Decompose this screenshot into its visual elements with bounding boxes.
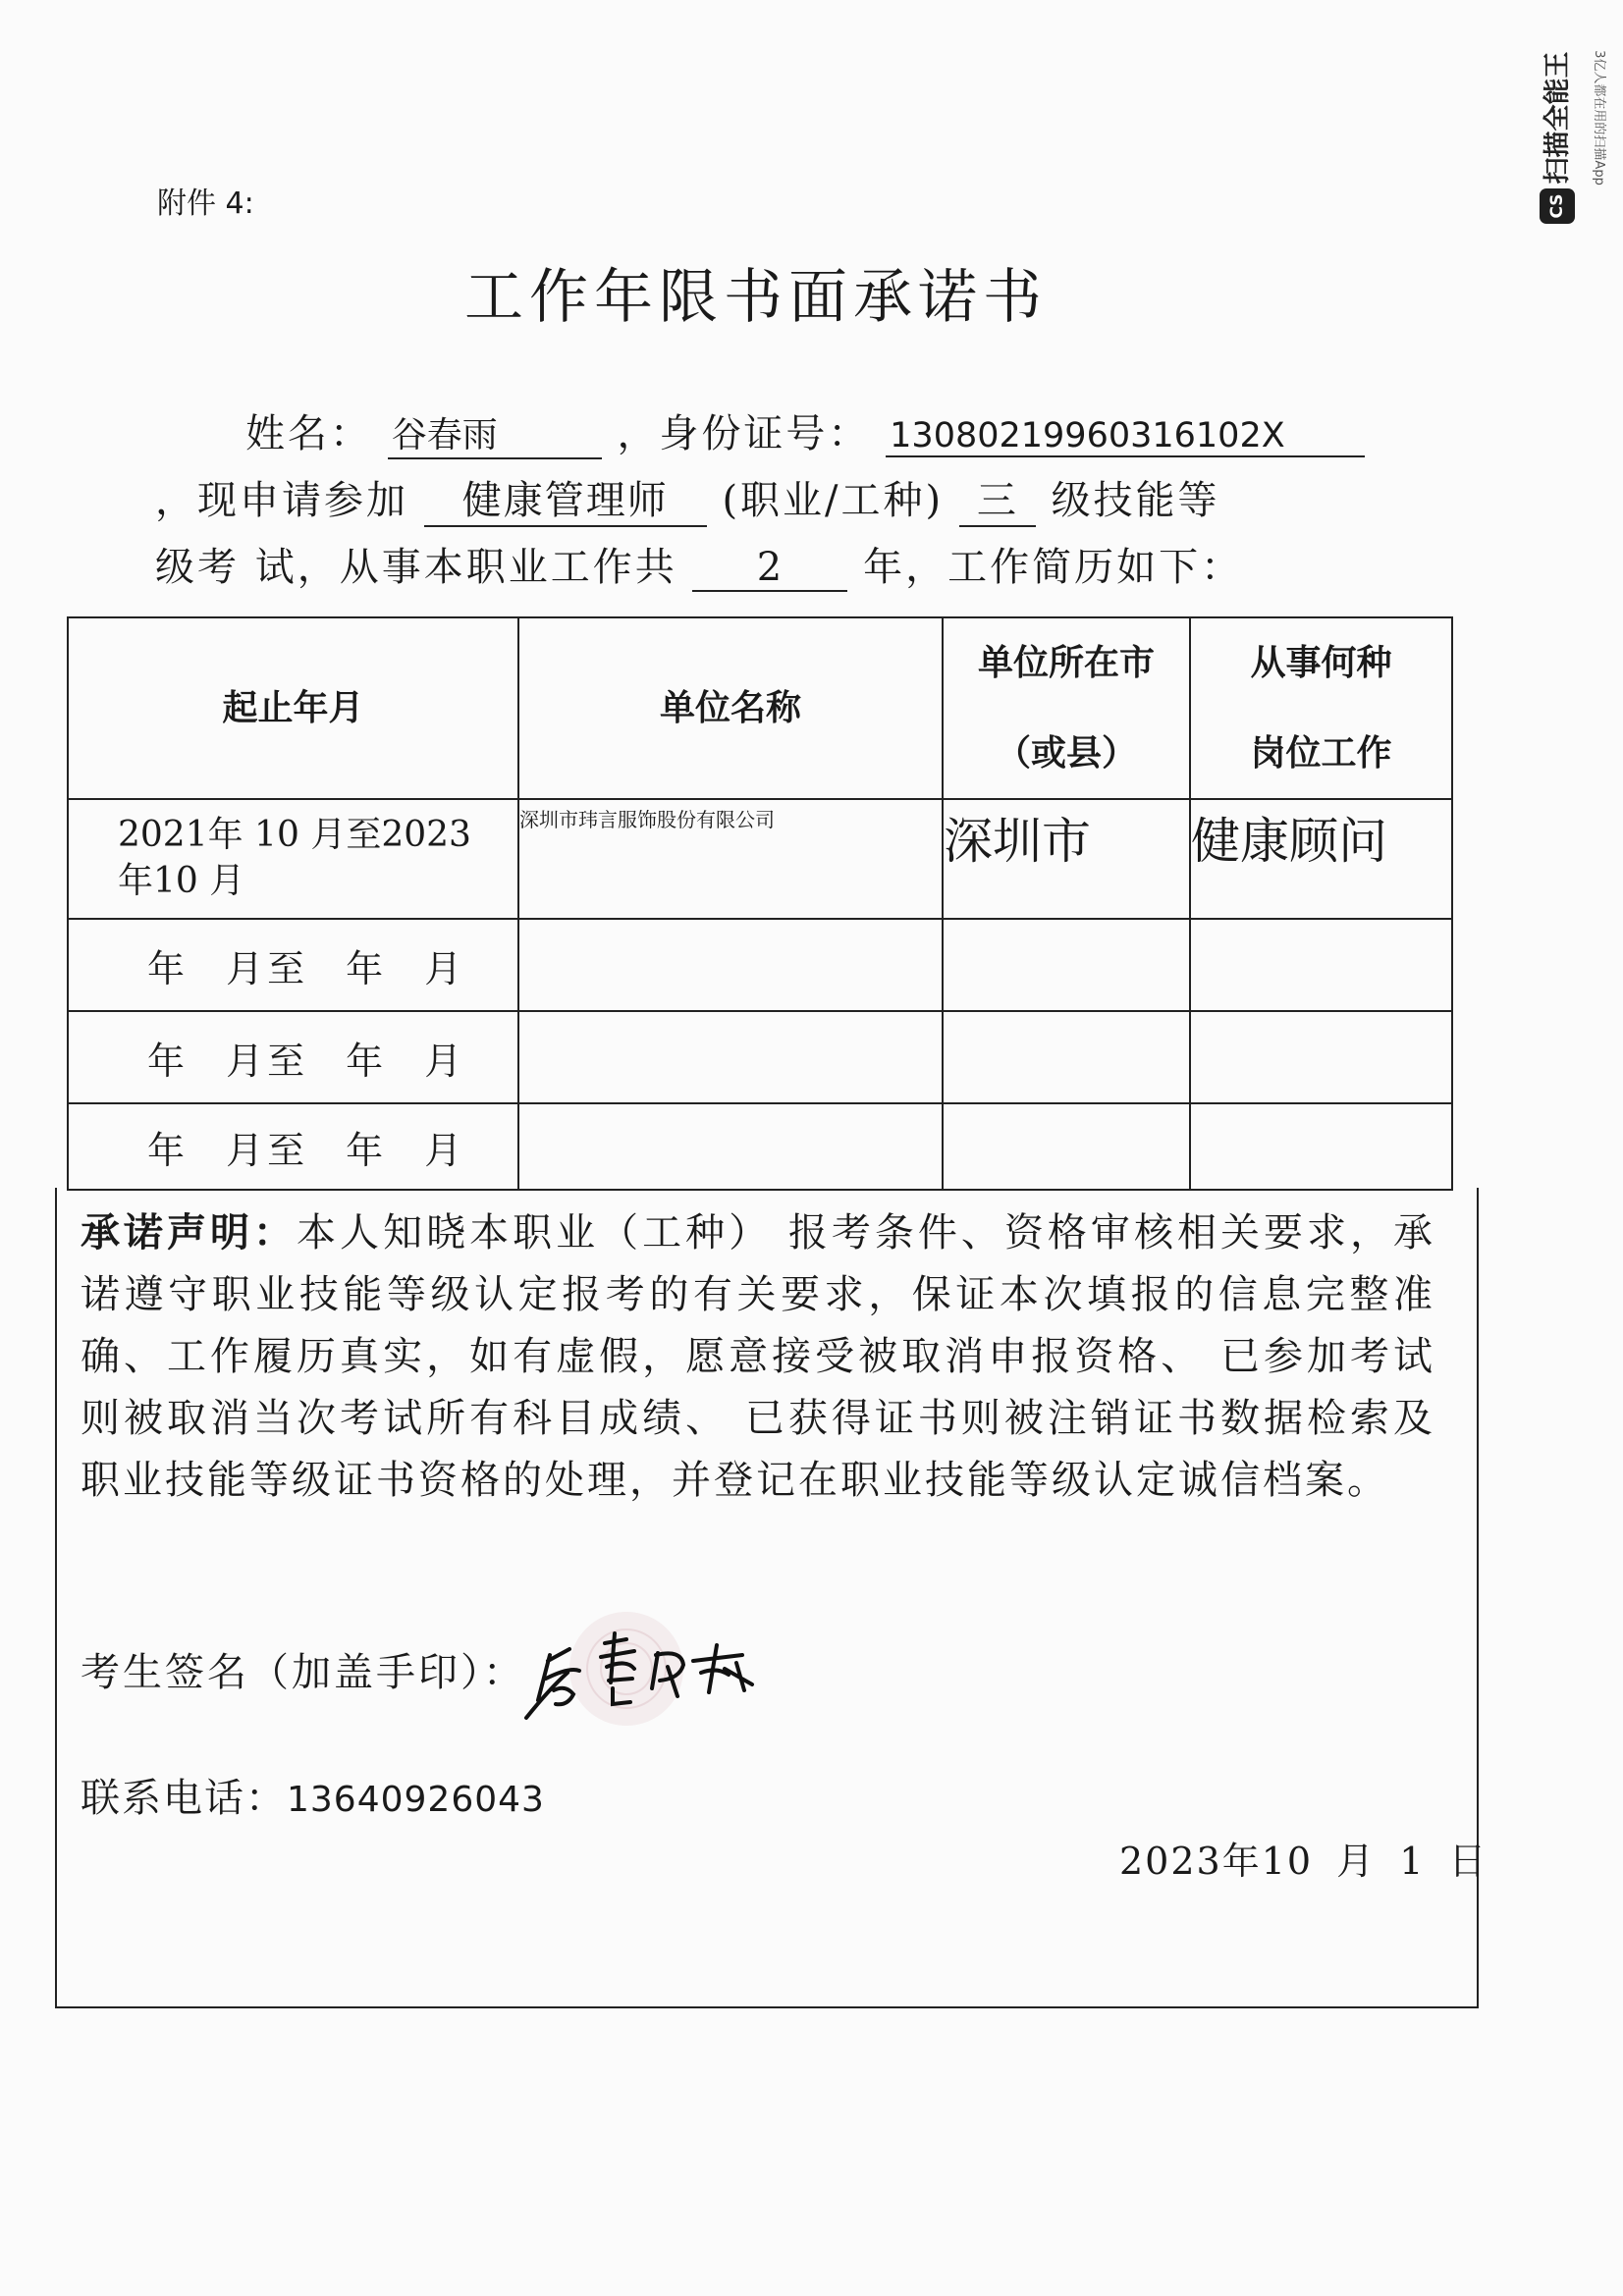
- declaration-body: 本人知晓本职业（工种） 报考条件、资格审核相关要求，承诺遵守职业技能等级认定报考的有关要求，保证本次填报的信息完整准确、工作履历真实，如有虚假，愿意接受被取消申报资格、 已参加考试则被取消当次考试所有科目成绩、 已获得证书则被注销证书数据检索及职业技能等级证书资格的处理，并登记在职业技能等级认定诚信档案。: [81, 1210, 1435, 1503]
- empty-period-cell: 年 月至 年 月: [68, 1011, 518, 1103]
- level-suffix: 级技能等: [1051, 478, 1220, 523]
- watermark-logo-icon: CS: [1540, 188, 1575, 224]
- signature-label: 考生签名（加盖手印）：: [81, 1650, 525, 1695]
- name-value: 谷春雨: [388, 407, 602, 459]
- declaration-heading: 承诺声明：: [81, 1210, 298, 1255]
- attachment-label: 附件 4:: [157, 187, 254, 221]
- city-cell: 深圳市: [943, 799, 1190, 919]
- header-city: [943, 617, 1190, 799]
- company-cell: 深圳市玮言服饰股份有限公司: [518, 799, 943, 919]
- table-header-row: [68, 617, 1452, 799]
- years-value: 2: [692, 545, 847, 592]
- signature-image: [511, 1610, 766, 1767]
- empty-period-cell: 年 月至 年 月: [68, 1103, 518, 1190]
- period-line1: 2021年 10 月至2023: [118, 815, 471, 856]
- empty-company-cell: [518, 919, 943, 1011]
- id-number-value: 13080219960316102X: [886, 416, 1365, 457]
- header-city-line1: 单位所在市: [977, 643, 1155, 684]
- line3-prefix: 级考 试，从事本职业工作共: [155, 545, 677, 590]
- header-position-line2: 岗位工作: [1250, 732, 1392, 774]
- work-history-table: [67, 616, 1453, 1191]
- page-title: 工作年限书面承诺书: [464, 263, 1048, 332]
- header-city-line2: （或县）: [995, 732, 1137, 774]
- phone-value: 13640926043: [287, 1780, 545, 1820]
- phone-label: 联系电话：: [81, 1776, 287, 1821]
- empty-position-cell: [1190, 1103, 1452, 1190]
- apply-prefix: ，现申请参加: [155, 478, 408, 523]
- occupation-value: 健康管理师: [424, 469, 707, 527]
- empty-company-cell: [518, 1103, 943, 1190]
- applicant-line-2: [155, 469, 1220, 527]
- watermark-slogan: 3亿人都在用的扫描App: [1592, 50, 1606, 186]
- id-label: ，身份证号：: [617, 411, 871, 456]
- header-period: 起止年月: [68, 617, 518, 799]
- header-company: 单位名称: [518, 617, 943, 799]
- line3-suffix: 年，工作简历如下：: [863, 545, 1244, 590]
- phone-line: [81, 1767, 545, 1823]
- level-value: 三: [959, 469, 1036, 527]
- period-cell: [68, 799, 518, 919]
- table-row: [68, 1103, 1452, 1190]
- empty-city-cell: [943, 1103, 1190, 1190]
- empty-city-cell: [943, 919, 1190, 1011]
- table-row: [68, 799, 1452, 919]
- applicant-line-1: [245, 402, 1365, 459]
- watermark-brand: 扫描全能王: [1542, 51, 1573, 185]
- empty-position-cell: [1190, 1011, 1452, 1103]
- name-label: 姓名：: [245, 411, 372, 456]
- empty-company-cell: [518, 1011, 943, 1103]
- table-row: [68, 1011, 1452, 1103]
- declaration-text: [81, 1202, 1435, 1512]
- sign-date: 2023年10 月 1 日: [1119, 1840, 1488, 1883]
- period-line2: 年10 月: [118, 861, 245, 901]
- empty-position-cell: [1190, 919, 1452, 1011]
- empty-city-cell: [943, 1011, 1190, 1103]
- empty-period-cell: 年 月至 年 月: [68, 919, 518, 1011]
- header-position-line1: 从事何种: [1250, 643, 1392, 684]
- header-position: [1190, 617, 1452, 799]
- occupation-suffix: (职业/工种): [722, 478, 945, 523]
- applicant-line-3: [155, 536, 1243, 592]
- position-cell: 健康顾问: [1190, 799, 1452, 919]
- table-row: [68, 919, 1452, 1011]
